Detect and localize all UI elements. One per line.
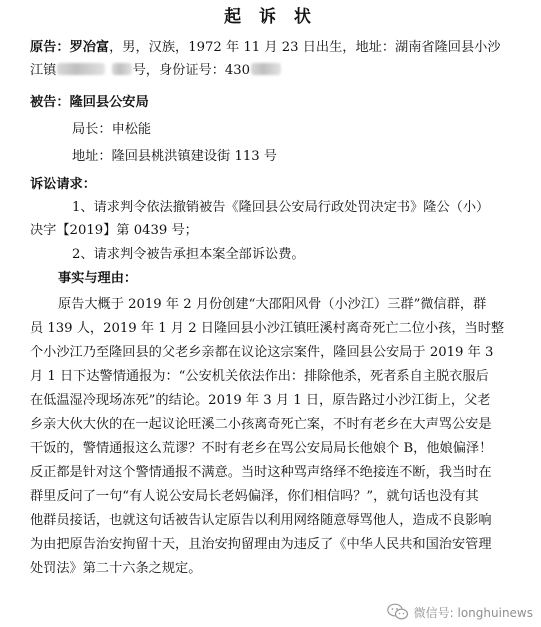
facts-line: 月 1 日下达警情通报为：“公安机关依法作出：排除他杀，死者系自主脱衣服后 [30,369,489,384]
facts-line: 个小沙江乃至隆回县的父老乡亲都在议论这宗案件，隆回县公安局于 2019 年 3 [30,345,494,360]
director-name: 申松能 [111,122,152,137]
facts-line: 为由把原告治安拘留十天，且治安拘留理由为违反了《中华人民共和国治安管理 [30,537,492,552]
plaintiff-address-start: 江镇 [30,63,57,78]
facts-line: 处罚法》第二十六条之规定。 [30,561,202,576]
facts-heading: 事实与理由： [58,271,138,286]
address-label: 地址： [72,149,112,164]
facts-line: 反正都是针对这个警情通报不满意。当时这种骂声络绎不绝接连不断，我当时在 [30,465,492,480]
facts-line: 他群员接话，也就这句话被告认定原告以利用网络随意辱骂他人，造成不良影响 [30,513,492,528]
redaction-blur [112,63,132,75]
plaintiff-id-label: 号，身份证号：430 [132,63,251,78]
claim-2: 2、请求判令被告承担本案全部诉讼费。 [72,247,305,262]
redaction-blur [57,63,105,75]
plaintiff-line-1 [30,37,501,59]
defendant-address: 隆回县桃洪镇建设街 113 号 [111,149,277,164]
watermark-text: 微信号: longhuinews [413,605,533,620]
plaintiff-address-mid [106,63,110,78]
plaintiff-label: 原告： [30,40,70,55]
defendant-label: 被告： [30,95,70,110]
plaintiff-line-2 [30,60,282,82]
defendant-director-line [72,119,151,141]
facts-line: 乡亲大伙大伙的在一起议论旺溪二小孩离奇死亡案，不时有老乡在大声骂公安是 [30,417,492,432]
claims-heading: 诉讼请求： [30,177,96,192]
wechat-watermark [387,603,533,621]
claim-1-line-1: 1、请求判令依法撤销被告《隆回县公安局行政处罚决定书》隆公（小） [72,200,490,215]
plaintiff-details: ，男，汉族，1972 年 11 月 23 日出生，地址：湖南省隆回县小沙 [109,40,501,55]
claim-1-line-2: 决字【2019】第 0439 号； [30,223,198,238]
document-title: 起 诉 状 [224,7,317,27]
defendant-line [30,92,149,114]
wechat-icon [387,603,409,621]
director-label: 局长： [72,122,112,137]
facts-line: 在低温湿冷现场冻死”的结论。2019 年 3 月 1 日，原告路过小沙江街上，父老 [30,393,491,408]
facts-line: 群里反问了一句“有人说公安局长老妈偏泽，你们相信吗？”，就句话也没有其 [30,489,479,504]
redaction-blur [251,63,281,75]
facts-line: 员 139 人，2019 年 1 月 2 日隆回县小沙江镇旺溪村离奇死亡二位小孩，当时整 [30,321,505,336]
defendant-name: 隆回县公安局 [69,95,149,110]
facts-line: 原告大概于 2019 年 2 月份创建“大邵阳风骨（小沙江）三群”微信群，群 [58,297,487,312]
facts-line: 干饭的，警情通报这么荒谬？不时有老乡在骂公安局局长他娘个 B，他娘偏泽！ [30,441,493,456]
plaintiff-name: 罗冶富 [69,40,110,55]
defendant-address-line [72,146,277,168]
